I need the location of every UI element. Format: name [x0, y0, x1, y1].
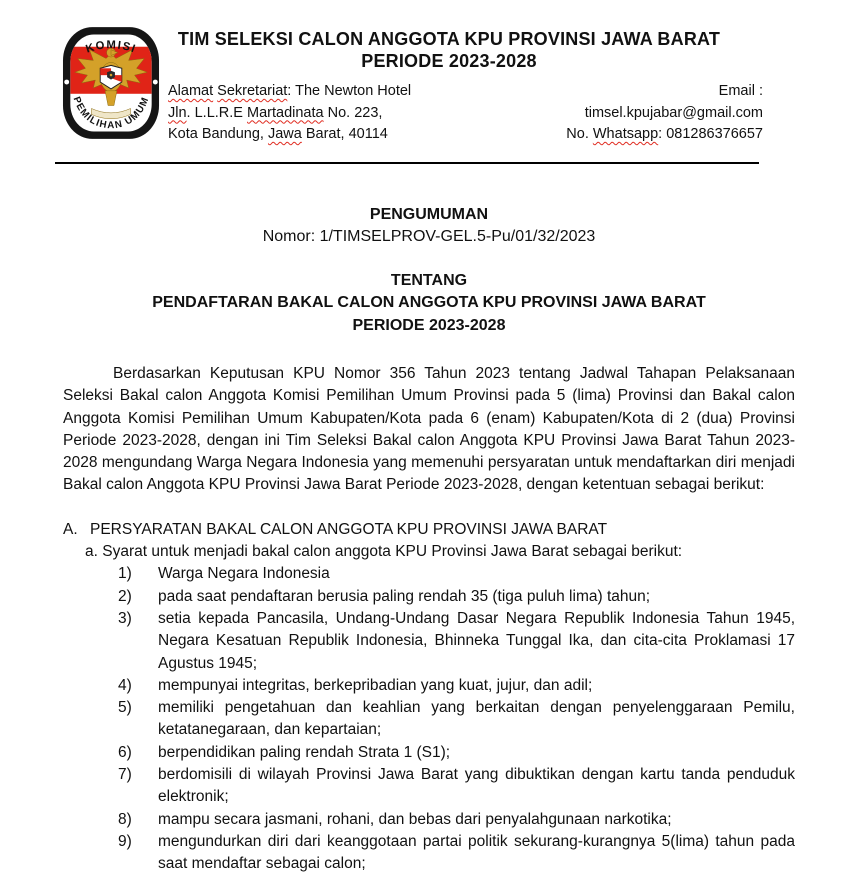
misspelled-word: Sekretariat — [217, 83, 288, 99]
address-line: Kota Bandung, Jawa Barat, 40114 — [168, 126, 388, 142]
requirement-text: memiliki pengetahuan dan keahlian yang berkaitan dengan penyelenggaraan Pemilu, ketatanegaraan, dan kepartaian; — [158, 699, 795, 739]
logo-bottom-caption: PEMILIHAN UMUM — [70, 95, 152, 132]
requirement-number: 6) — [118, 743, 132, 761]
requirement-number: 3) — [118, 609, 132, 627]
requirement-text: mampu secara jasmani, rohani, dan bebas dari penyalahgunaan narkotika; — [158, 810, 672, 828]
logo-top-caption: KOMISI — [84, 39, 138, 56]
organization-title-line1: TIM SELEKSI CALON ANGGOTA KPU PROVINSI JAWA BARAT — [177, 29, 721, 49]
contact-line: Email : — [718, 83, 763, 99]
requirement-number: 9) — [118, 832, 132, 850]
requirement-text: mempunyai integritas, berkepribadian yang kuat, jujur, dan adil; — [158, 676, 593, 694]
sub-a-paragraph — [63, 541, 795, 563]
requirement-text: setia kepada Pancasila, Undang-Undang Dasar Negara Republik Indonesia Tahun 1945, Negara Kesatuan Republik Indonesia, Bhinneka Tunggal Ika, dan cita-cita Proklamasi 17 Agustus 1945; — [158, 609, 795, 672]
sub-a-label: a. — [85, 543, 98, 561]
contact-line: timsel.kpujabar@gmail.com — [584, 104, 763, 121]
section-a-label: A. — [63, 520, 78, 538]
misspelled-word: Alamat — [168, 83, 214, 99]
secretariat-address — [168, 81, 411, 146]
sub-a-text: Syarat untuk menjadi bakal calon anggota KPU Provinsi Jawa Barat sebagai berikut: — [102, 543, 683, 561]
opening-paragraph: Berdasarkan Keputusan KPU Nomor 356 Tahun 2023 tentang Jadwal Tahapan Pelaksanaan Seleksi Bakal calon Anggota Komisi Pemilihan Umum Provinsi pada 5 (lima) Provinsi dan Bakal calon Anggota Komisi Pemilihan Umum Kabupaten/Kota pada 6 (enam) Kabupaten/Kota di 2 (dua) Provinsi Periode 2023-2028, dengan ini Tim Seleksi Bakal calon Anggota KPU Provinsi Jawa Barat Tahun 2023-2028 mengundang Warga Negara Indonesia yang memenuhi persyaratan untuk mendaftarkan diri menjadi Bakal calon Anggota KPU Provinsi Jawa Barat Periode 2023-2028, dengan ketentuan sebagai berikut: — [63, 364, 795, 494]
announcement-heading — [63, 204, 795, 249]
requirement-item — [63, 764, 795, 809]
requirements-list — [63, 563, 795, 875]
requirement-item — [63, 586, 795, 608]
requirement-item — [63, 742, 795, 764]
requirement-number: 5) — [118, 699, 132, 717]
section-a-text: PERSYARATAN BAKAL CALON ANGGOTA KPU PROVINSI JAWA BARAT — [90, 520, 608, 538]
about-label: TENTANG — [390, 272, 468, 290]
letterhead — [0, 0, 859, 146]
announcement-subject — [63, 270, 795, 337]
organization-title-line2: PERIODE 2023-2028 — [361, 51, 537, 71]
address-line: Alamat Sekretariat: The Newton Hotel — [168, 83, 412, 99]
requirement-number: 2) — [118, 587, 132, 605]
requirement-text: Warga Negara Indonesia — [158, 565, 330, 583]
letterhead-divider-line — [55, 162, 759, 164]
requirement-number: 8) — [118, 810, 132, 828]
requirement-text: pada saat pendaftaran berusia paling rendah 35 (tiga puluh lima) tahun; — [158, 587, 651, 605]
requirement-text: mengundurkan diri dari keanggotaan partai politik sekurang-kurangnya 5(lima) tahun pada saat mendaftar sebagai calon; — [158, 832, 795, 873]
requirement-text: berpendidikan paling rendah Strata 1 (S1); — [158, 743, 451, 761]
announcement-number: Nomor: 1/TIMSELPROV-GEL.5-Pu/01/32/2023 — [262, 227, 596, 245]
requirement-item — [63, 675, 795, 697]
misspelled-word: Jawa — [267, 126, 302, 142]
requirement-number: 7) — [118, 766, 132, 784]
requirement-item — [63, 697, 795, 742]
requirement-number: 1) — [118, 565, 132, 583]
requirement-number: 4) — [118, 676, 132, 694]
letterhead-right — [160, 26, 794, 146]
subject-line2: PERIODE 2023-2028 — [352, 316, 506, 334]
contact-info — [566, 81, 794, 146]
requirement-text: berdomisili di wilayah Provinsi Jawa Barat yang dibuktikan dengan kartu tanda penduduk elektronik; — [158, 766, 795, 806]
misspelled-word: Martadinata — [247, 104, 324, 121]
organization-title — [168, 26, 794, 72]
subject-line1: PENDAFTARAN BAKAL CALON ANGGOTA KPU PROVINSI JAWA BARAT — [152, 294, 706, 312]
requirement-item — [63, 563, 795, 585]
document-body — [0, 204, 859, 876]
address-line: Jln. L.L.R.E Martadinata No. 223, — [168, 104, 383, 121]
kpu-logo — [62, 26, 160, 140]
misspelled-word: Jln — [168, 104, 187, 121]
announcement-title: PENGUMUMAN — [369, 205, 489, 223]
requirement-item — [63, 831, 795, 876]
kpu-logo-icon — [62, 26, 160, 140]
requirement-item — [63, 809, 795, 831]
contact-line: No. Whatsapp: 081286376657 — [566, 126, 763, 142]
misspelled-word: Whatsapp — [592, 126, 659, 142]
contact-row — [168, 81, 794, 146]
requirement-item — [63, 608, 795, 675]
section-a-heading — [63, 519, 795, 541]
